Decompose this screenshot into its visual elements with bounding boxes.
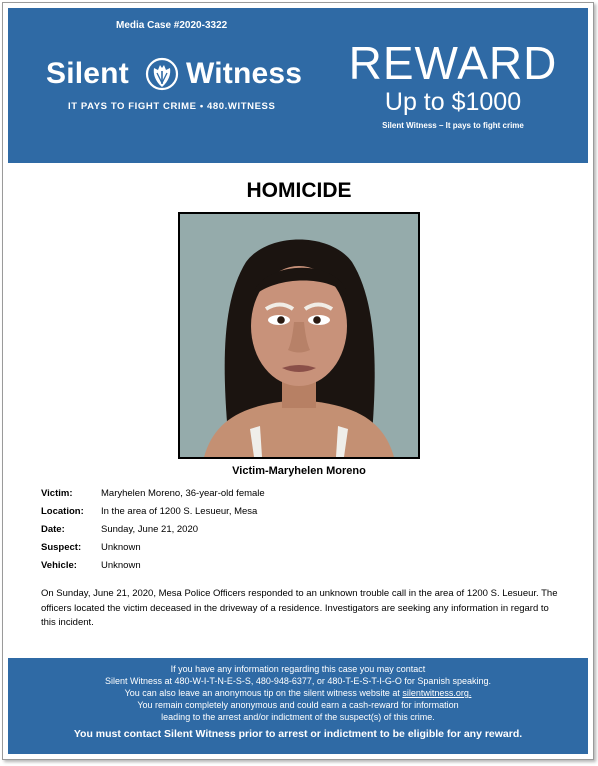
footer-line-3 [8,687,588,699]
detail-value: Maryhelen Moreno, 36-year-old female [101,488,265,499]
detail-value: In the area of 1200 S. Lesueur, Mesa [101,506,258,517]
detail-label: Victim: [41,488,73,499]
detail-row-victim [41,485,265,503]
detail-label: Date: [41,524,65,535]
shield-burst-icon [144,56,180,92]
detail-row-location [41,503,265,521]
case-narrative: On Sunday, June 21, 2020, Mesa Police Officers responded to an unknown trouble call in the area of 1200 S. Lesueur. The officers located the victim deceased in the driveway of a residence. Investigators are seeking any information in regard to this incident. [41,588,558,628]
detail-label: Vehicle: [41,560,77,571]
case-title: HOMICIDE [246,179,352,202]
photo-caption: Victim-Maryhelen Moreno [232,465,366,477]
detail-value: Unknown [101,560,141,571]
detail-row-date [41,521,265,539]
detail-row-vehicle [41,557,265,575]
tagline: IT PAYS TO FIGHT CRIME • 480.WITNESS [68,101,276,112]
footer-line-2: Silent Witness at 480-W-I-T-N-E-S-S, 480-948-6377, or 480-T-E-S-T-I-G-O for Spanish speaking. [105,676,491,686]
detail-row-suspect [41,539,265,557]
logo-word-witness: Witness [186,57,303,90]
detail-value: Unknown [101,542,141,553]
footer-line-5: leading to the arrest and/or indictment of the suspect(s) of this crime. [161,712,435,722]
victim-photo [178,212,420,459]
header-banner [8,8,588,163]
detail-label: Location: [41,506,84,517]
reward-amount: Up to $1000 [384,88,522,116]
website-link[interactable]: silentwitness.org. [402,688,472,698]
footer-line-1: If you have any information regarding this case you may contact [170,664,426,674]
detail-value: Sunday, June 21, 2020 [101,524,199,535]
reward-heading: REWARD [348,37,558,89]
logo-word-silent: Silent [46,57,129,90]
case-details [41,485,265,575]
silent-witness-logo [46,56,321,92]
detail-label: Suspect: [41,542,82,553]
flyer-page [2,2,594,760]
footer-eligibility-notice: You must contact Silent Witness prior to arrest or indictment to be eligible for any reward. [73,728,523,740]
footer-line-4: You remain completely anonymous and could earn a cash-reward for information [137,700,459,710]
footer-banner [8,658,588,754]
footer-line-3-text: You can also leave an anonymous tip on the silent witness website at [124,688,403,698]
reward-subtitle: Silent Witness – It pays to fight crime [382,121,524,130]
media-case-number: Media Case #2020-3322 [116,20,228,31]
